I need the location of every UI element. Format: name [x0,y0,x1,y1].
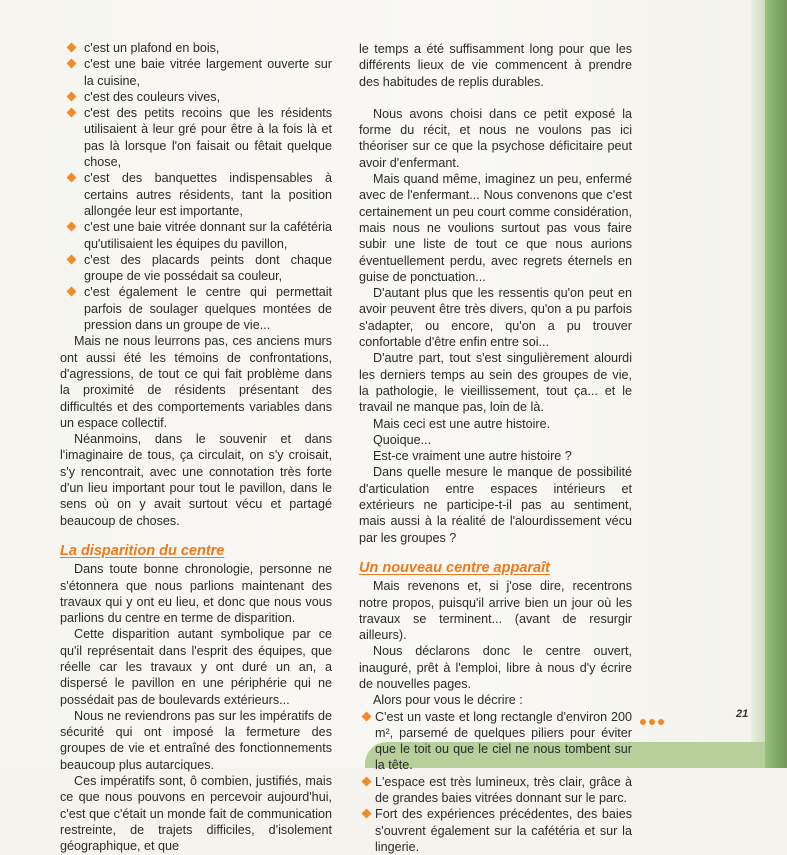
left-column [60,40,332,855]
paragraph: Néanmoins, dans le souvenir et dans l'imaginaire de tous, ça circulait, on s'y croisait, s'y rencontrait, avec une connotation très forte d'un lieu important pour tout le pavillon, dans le sens où on y avait surtout vécu et partagé beaucoup de choses. [60,432,332,528]
paragraph: D'autre part, tout s'est singulièrement alourdi les derniers temps au sein des groupes de vie, la pathologie, le vieillissement, tout ça... et le travail ne manque pas, loin de là. [359,351,632,415]
list-item-text: c'est un plafond en bois, [84,41,220,55]
right-column [359,41,632,855]
paragraph: Cette disparition autant symbolique par ce qu'il représentait dans l'esprit des équipes, que réelle car les travaux y ont duré un an, a dispersé le pavillon en une périphérie qui ne possédait pas de boulevards extérieurs... [60,627,332,707]
paragraph: Alors pour vous le décrire : [373,693,523,708]
paragraph: Mais quand même, imaginez un peu, enfermé avec de l'enfermant... Nous convenons que c'est certainement un peu court comme considération, mais nous ne voulions surtout pas vous faire subir une liste de tout ce que nous aurions éventuellement perdu, avec regrets éternels en guise de ponctuation... [359,172,633,284]
diamond-bullet-icon [67,173,77,183]
list-item [361,709,632,774]
diamond-bullet-icon [67,91,77,101]
list-item [64,40,332,56]
list-item [64,170,332,219]
list-item-text: c'est une baie vitrée donnant sur la cafétéria qu'utilisaient les équipes du pavillon, [84,220,332,251]
list-item [64,219,332,252]
paragraph: Quoique... [373,432,432,447]
section-heading-nouveau-centre: Un nouveau centre apparaît [359,559,550,576]
left-bullet-list [60,40,332,333]
section-heading-disparition: La disparition du centre [60,542,225,559]
list-item [64,89,332,105]
diamond-bullet-icon [362,776,372,786]
list-item-text: c'est une baie vitrée largement ouverte sur la cuisine, [84,57,332,88]
paragraph: Nous avons choisi dans ce petit exposé la forme du récit, et nous ne voulons pas ici théoriser sur ce que la psychose déficitaire peut avoir d'enfermant. [359,106,632,170]
binding-spine [765,0,787,768]
diamond-bullet-icon [67,287,77,297]
list-item-text: Fort des expériences précédentes, des baies s'ouvrent également sur la cafétéria et sur la lingerie. [375,807,632,854]
diamond-bullet-icon [67,222,77,232]
page-edge-tab [751,0,765,768]
list-item-text: L'espace est très lumineux, très clair, grâce à de grandes baies vitrées donnant sur le parc. [375,774,632,806]
ellipsis-dots-icon [640,712,667,730]
list-item [361,774,632,807]
diamond-bullet-icon [67,43,77,53]
paragraph: Mais ceci est une autre histoire. [373,416,551,431]
list-item-text: c'est des placards peints dont chaque groupe de vie possédait sa couleur, [84,252,332,284]
list-item-text: c'est des petits recoins que les résidents utilisaient à leur gré pour être à la fois là et pas là lorsque l'on faisait ou fêtait quelque chose, [84,106,332,170]
paragraph: Est-ce vraiment une autre histoire ? [373,449,572,464]
right-bullet-list [359,709,632,855]
paragraph: Dans toute bonne chronologie, personne ne s'étonnera que nous parlions maintenant des travaux qui y ont eu lieu, et donc que nous vous parlions du centre en terme de disparition. [60,562,332,626]
list-item [64,284,332,333]
list-item [361,806,632,855]
paragraph: le temps a été suffisamment long pour que les différents lieux de vie commencent à prendre des habitudes de replis durables. [359,42,632,89]
diamond-bullet-icon [67,254,77,264]
list-item-text: C'est un vaste et long rectangle d'environ 200 m², parsemé de quelques piliers pour éviter que le toit ou que le ciel ne nous tombent sur la tête. [375,709,632,773]
list-item-text: c'est des couleurs vives, [84,89,221,104]
list-item [64,252,332,285]
paragraph: D'autant plus que les ressentis qu'on peut en avoir peuvent être très divers, qu'on a pu parfois s'adapter, ou encore, qu'on a pu trouver confortable d'être enfin entre soi... [359,286,632,350]
paragraph: Nous ne reviendrons pas sur les impératifs de sécurité qui ont imposé la fermeture des groupes de vie et entraîné des fonctionnements beaucoup plus autarciques. [60,708,332,772]
diamond-bullet-icon [362,809,372,819]
diamond-bullet-icon [67,59,77,69]
diamond-bullet-icon [362,711,372,721]
paragraph: Ces impératifs sont, ô combien, justifiés, mais ce que nous pouvons en percevoir aujourd'hui, c'est que c'était un monde fait de communication restreinte, de trajets difficiles, d'isolement géographique, et que [60,774,332,854]
list-item-text: c'est des banquettes indispensables à certains autres résidents, tant la position allongée leur est importante, [84,171,332,218]
paragraph: Nous déclarons donc le centre ouvert, inauguré, prêt à l'emploi, libre à nous d'y écrire de nouvelles pages. [359,644,632,691]
list-item [64,56,332,89]
page-number: 21 [736,708,749,720]
paragraph: Mais revenons et, si j'ose dire, recentrons notre propos, puisqu'il arrive bien un jour où les travaux se terminent... (avant de resurgir ailleurs). [359,579,632,643]
list-item-text: c'est également le centre qui permettait parfois de soulager quelques montées de pression dans un groupe de vie... [84,285,332,333]
diamond-bullet-icon [67,108,77,118]
paragraph: Dans quelle mesure le manque de possibilité d'articulation entre espaces intérieurs et extérieurs ne participe-t-il pas au sentiment, mais aussi à la réalité de l'alourdissement vécu par les groupes ? [359,465,632,545]
list-item [64,105,332,170]
paragraph: Mais ne nous leurrons pas, ces anciens murs ont aussi été les témoins de confrontations, d'agressions, de tout ce qui fait problème dans la proximité de résidents présentant des difficultés et des comportements variables dans un espace collectif. [60,334,332,430]
